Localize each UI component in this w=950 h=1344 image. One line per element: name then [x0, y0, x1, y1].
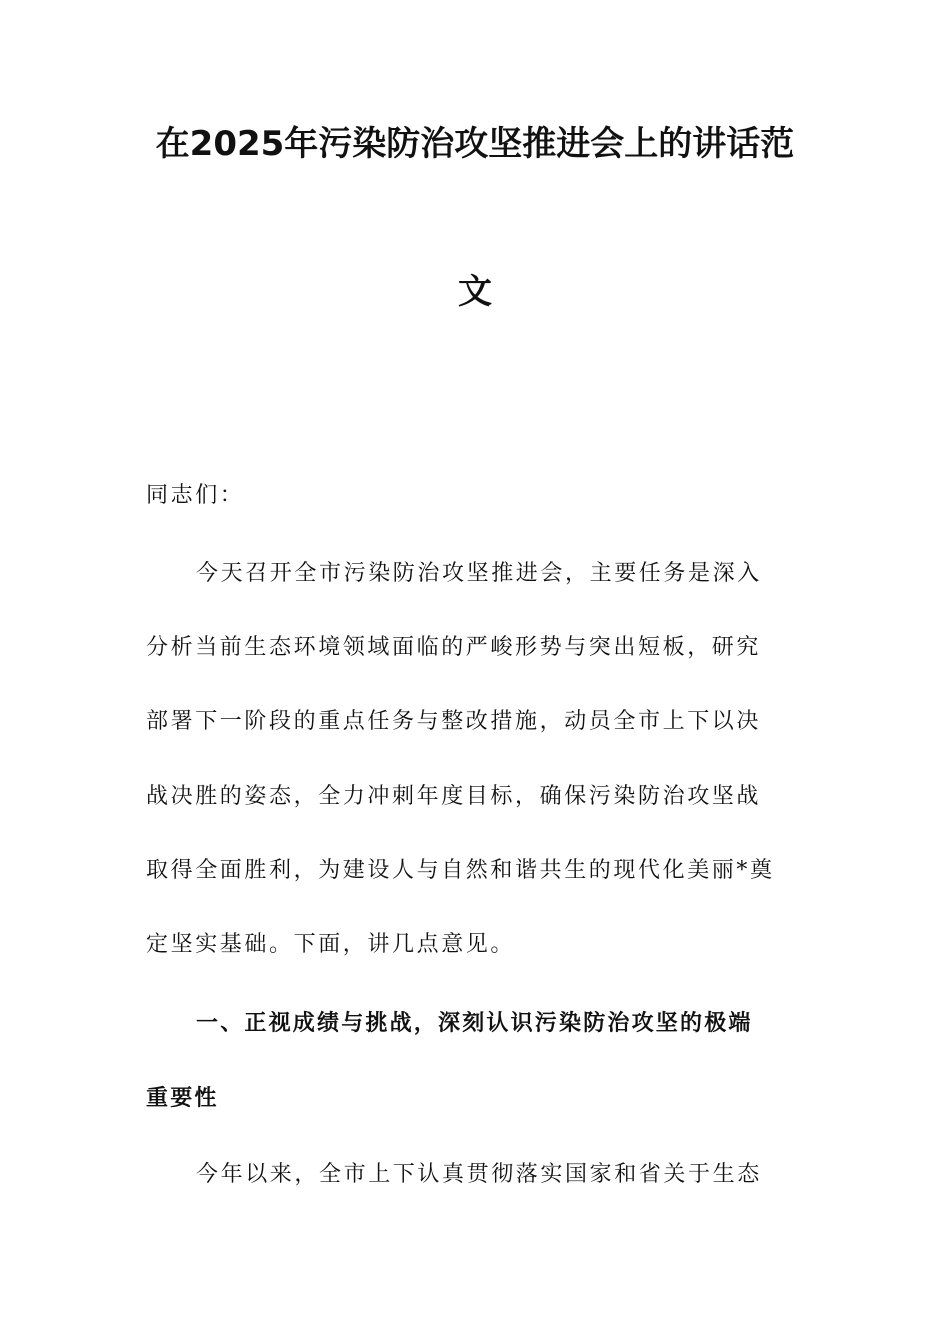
paragraph-1-line-4: 战决胜的姿态，全力冲刺年度目标，确保污染防治攻坚战 [146, 784, 762, 809]
section-heading-1-line-2: 重要性 [146, 1086, 219, 1111]
paragraph-1-line-5: 取得全面胜利，为建设人与自然和谐共生的现代化美丽*奠 [146, 858, 775, 883]
paragraph-1-line-2: 分析当前生态环境领域面临的严峻形势与突出短板，研究 [146, 635, 762, 660]
paragraph-2-line-1: 今年以来，全市上下认真贯彻落实国家和省关于生态 [196, 1162, 762, 1187]
document-title-line-2: 文 [458, 272, 492, 312]
document-title-line-1: 在2025年污染防治攻坚推进会上的讲话范 [155, 124, 795, 164]
paragraph-1-line-3: 部署下一阶段的重点任务与整改措施，动员全市上下以决 [146, 709, 762, 734]
paragraph-1-line-1: 今天召开全市污染防治攻坚推进会，主要任务是深入 [196, 561, 762, 586]
salutation: 同志们： [146, 483, 245, 508]
section-heading-1-line-1: 一、正视成绩与挑战，深刻认识污染防治攻坚的极端 [196, 1011, 753, 1036]
paragraph-1-line-6: 定坚实基础。下面，讲几点意见。 [146, 932, 516, 957]
